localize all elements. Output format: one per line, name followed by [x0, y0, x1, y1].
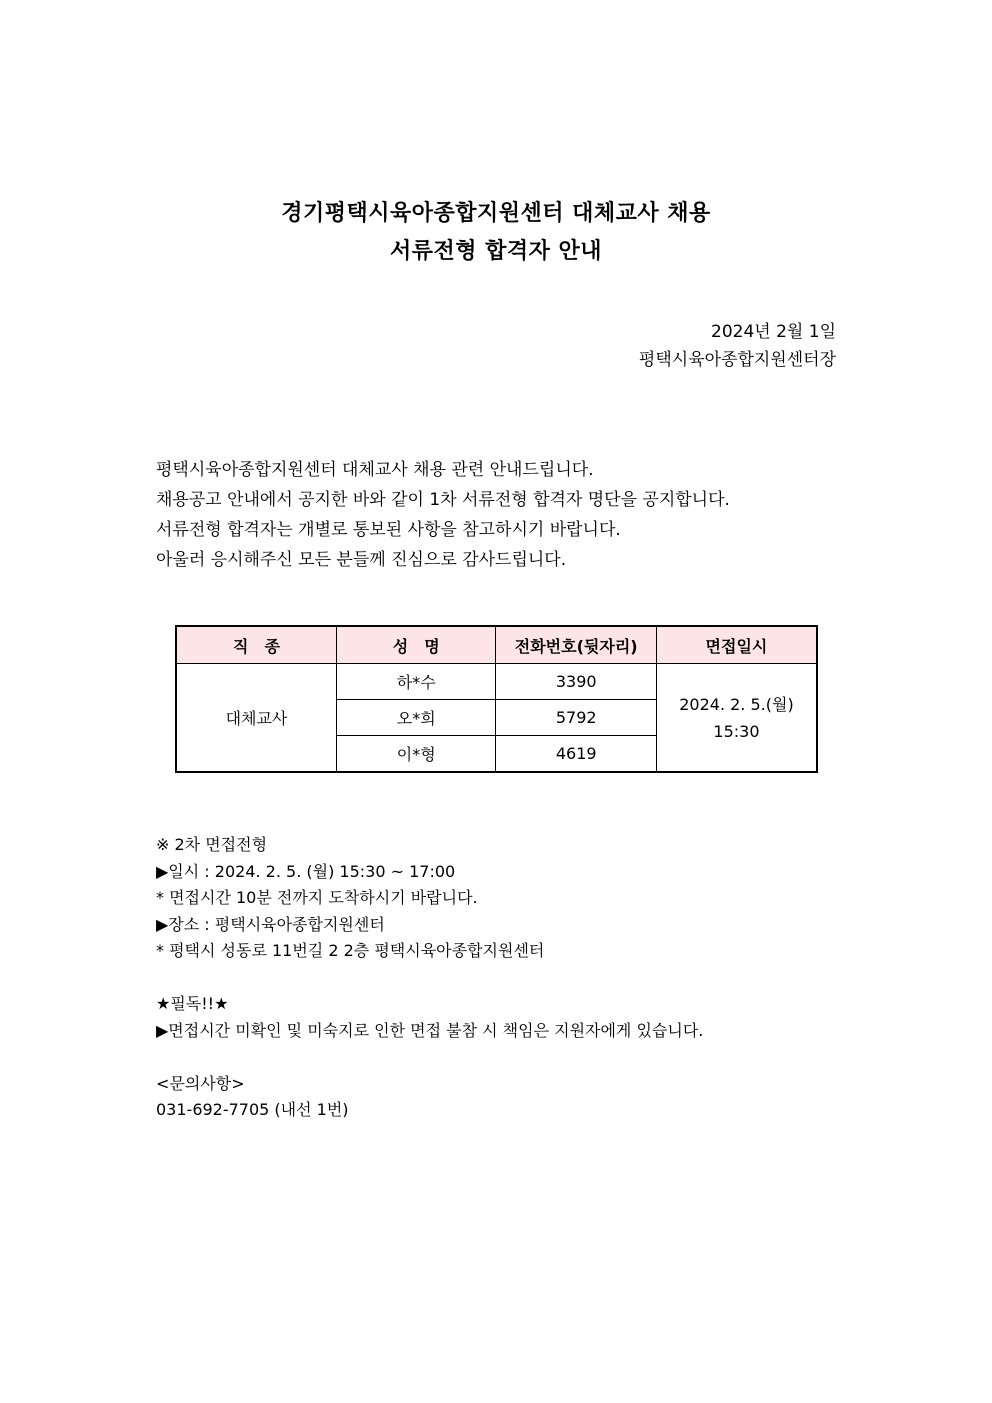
spacer [156, 965, 703, 992]
interview-time: 15:30 [713, 721, 760, 741]
job-cell: 대체교사 [176, 664, 336, 773]
header-job: 직 종 [176, 626, 336, 664]
intro-line: 채용공고 안내에서 공지한 바와 같이 1차 서류전형 합격자 명단을 공지합니다. [156, 490, 730, 510]
must-read-heading: ★필독!!★ [156, 994, 229, 1013]
warning-line: ▶면접시간 미확인 및 미숙지로 인한 면접 불참 시 책임은 지원자에게 있습니다. [156, 1020, 704, 1040]
intro-line: 서류전형 합격자는 개별로 통보된 사항을 참고하시기 바랍니다. [156, 520, 621, 540]
header-interview: 면접일시 [656, 626, 817, 664]
intro-paragraph [156, 455, 730, 575]
spacer [156, 1044, 703, 1071]
name-cell: 오*희 [336, 700, 495, 736]
phone-cell: 5792 [496, 700, 657, 736]
place-line: ▶장소 : 평택시육아종합지원센터 [156, 914, 385, 934]
date-block [639, 318, 836, 374]
notes-section [156, 832, 703, 1124]
table-header-row [176, 626, 817, 664]
schedule-line: ▶일시 : 2024. 2. 5. (월) 15:30 ~ 17:00 [156, 861, 456, 881]
inquiry-label: <문의사항> [156, 1073, 245, 1093]
issue-date: 2024년 2월 1일 [711, 322, 836, 342]
result-table [175, 625, 818, 773]
name-cell: 하*수 [336, 664, 495, 700]
inquiry-phone: 031-692-7705 (내선 1번) [156, 1100, 349, 1119]
document-title-line2: 서류전형 합격자 안내 [389, 239, 603, 264]
intro-line: 평택시육아종합지원센터 대체교사 채용 관련 안내드립니다. [156, 460, 594, 480]
address-line: * 평택시 성동로 11번길 2 2층 평택시육아종합지원센터 [156, 941, 545, 960]
issuer: 평택시육아종합지원센터장 [638, 350, 836, 370]
table-row [176, 664, 817, 700]
name-cell: 이*형 [336, 736, 495, 773]
document-title-line1: 경기평택시육아종합지원센터 대체교사 채용 [281, 201, 711, 226]
header-name: 성 명 [336, 626, 495, 664]
header-phone: 전화번호(뒷자리) [496, 626, 657, 664]
arrival-note: * 면접시간 10분 전까지 도착하시기 바랍니다. [156, 888, 478, 907]
phone-cell: 3390 [496, 664, 657, 700]
phone-cell: 4619 [496, 736, 657, 773]
intro-line: 아울러 응시해주신 모든 분들께 진심으로 감사드립니다. [156, 550, 567, 570]
interview-cell [656, 664, 817, 773]
interview-date: 2024. 2. 5.(월) [679, 694, 794, 714]
stage2-heading: ※ 2차 면접전형 [156, 835, 268, 854]
